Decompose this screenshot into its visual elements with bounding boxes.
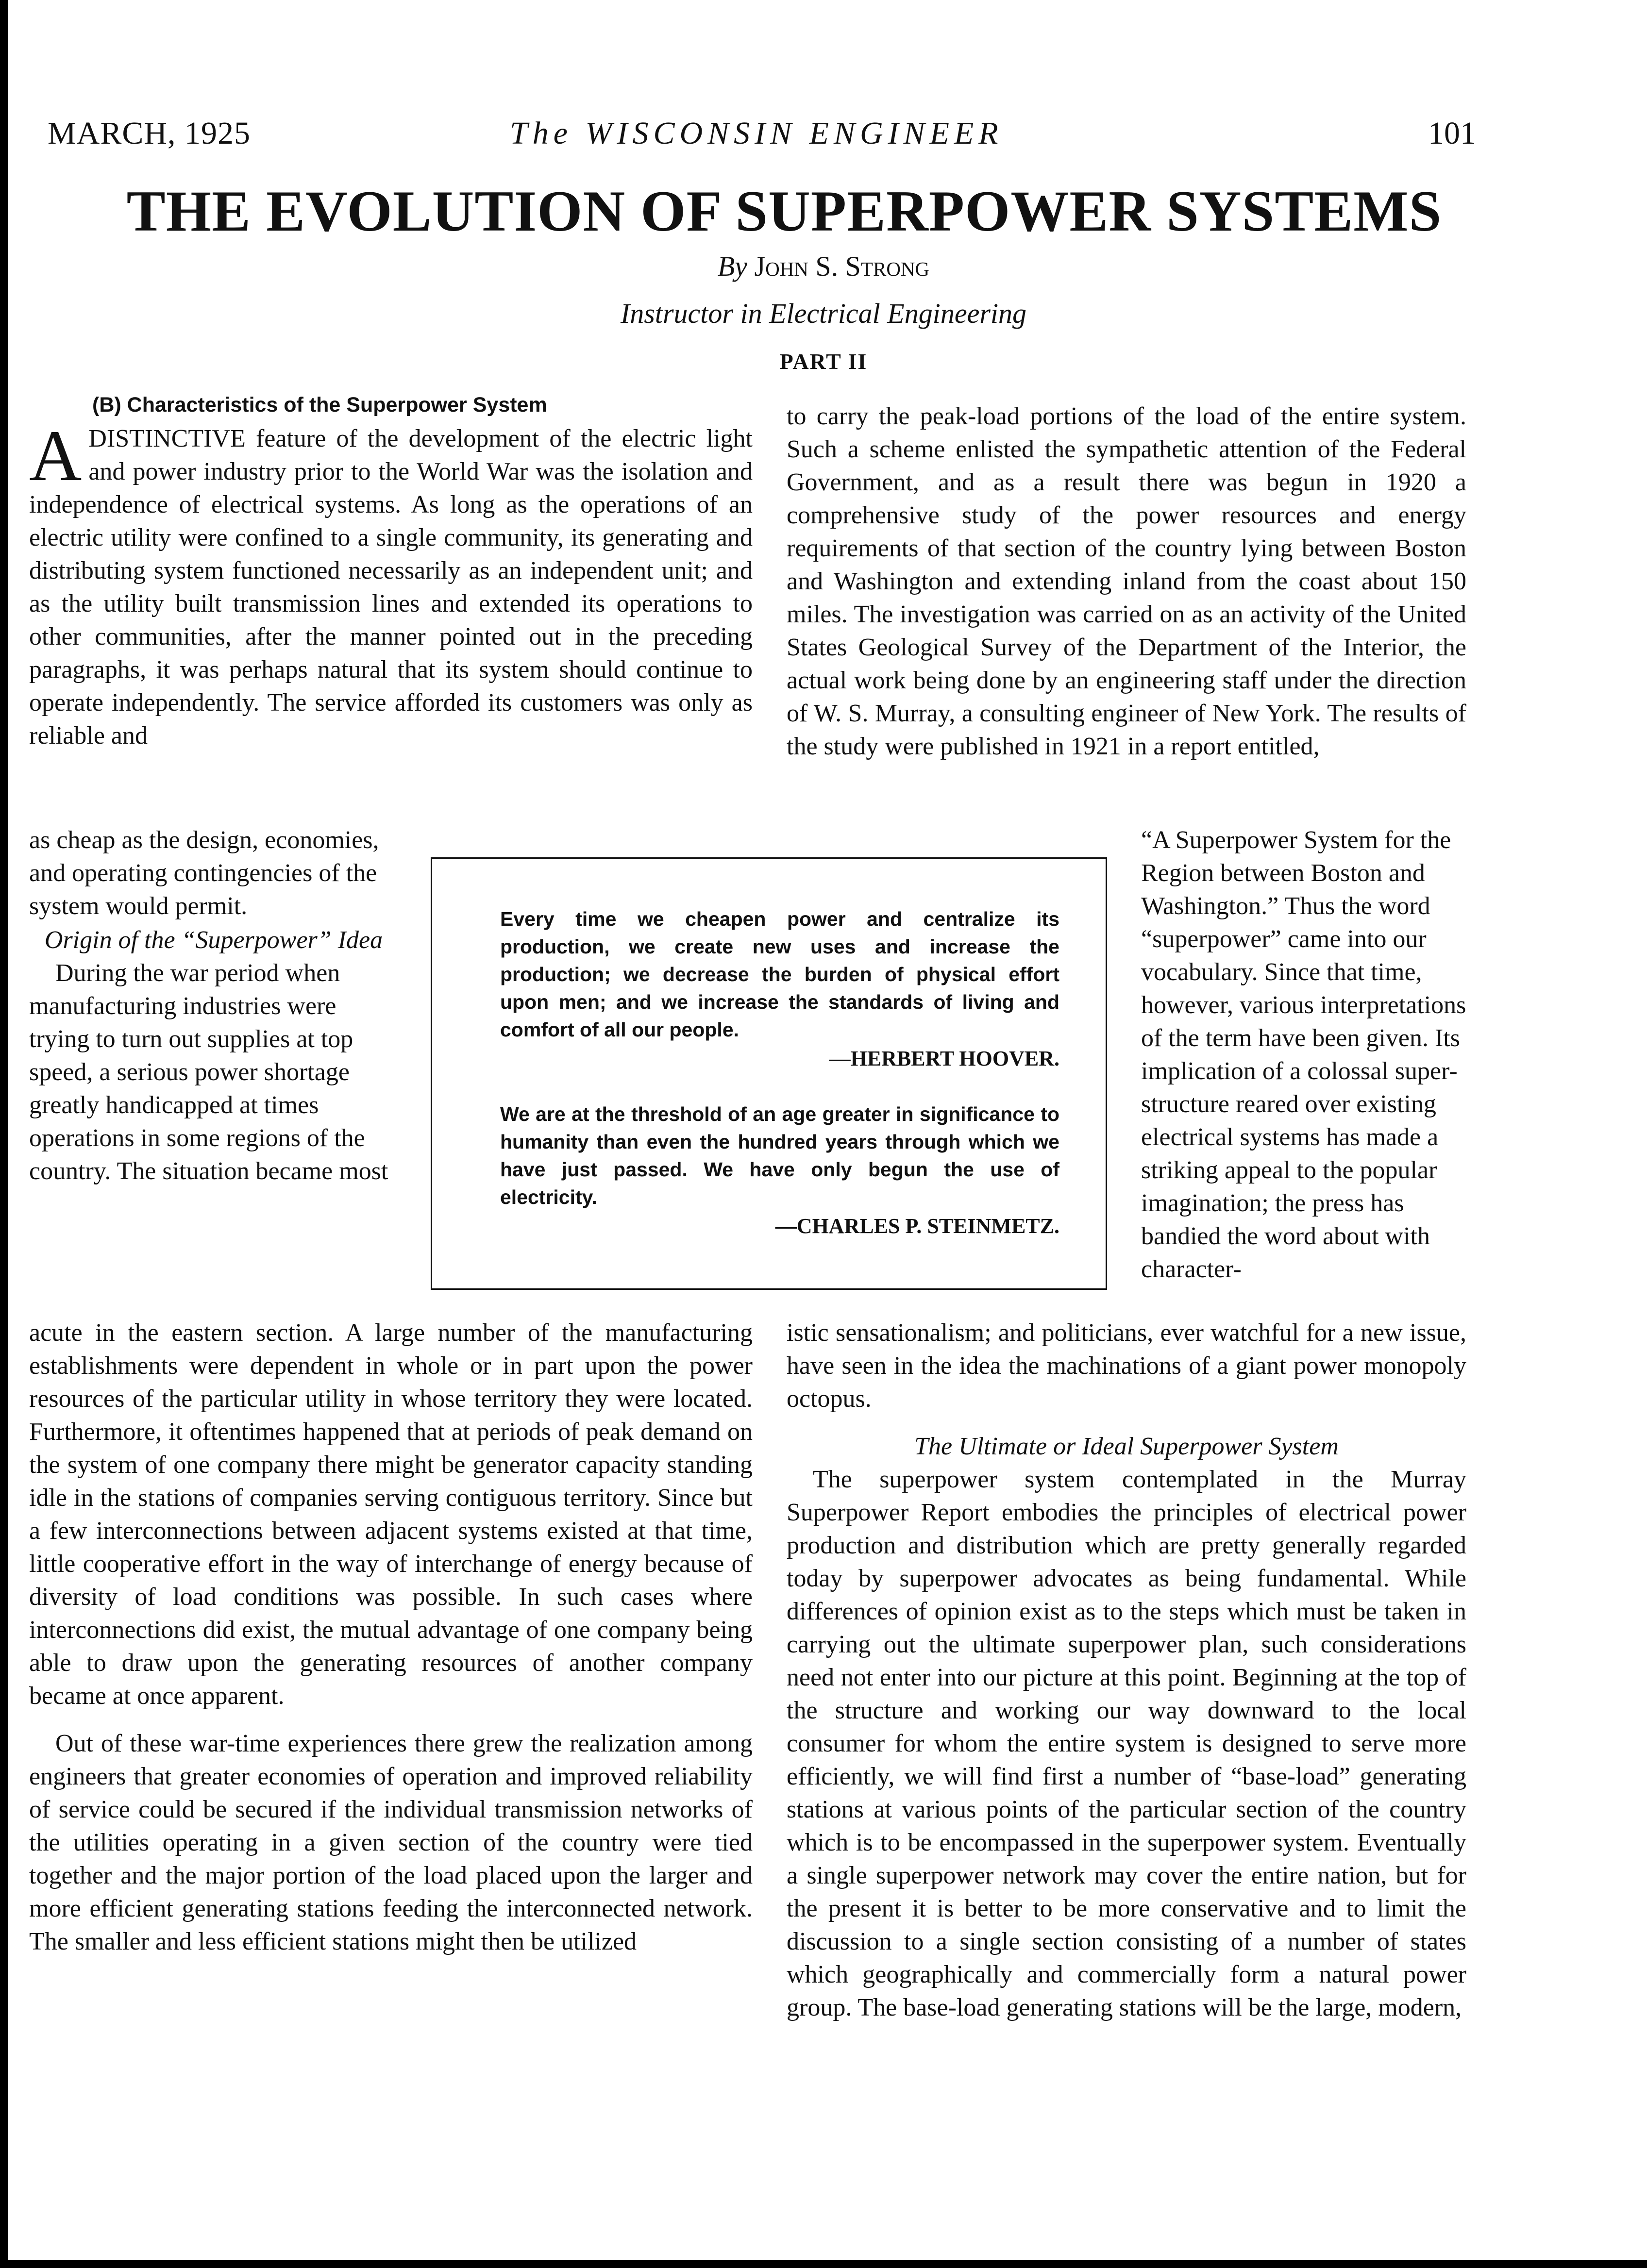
magazine-title: The WISCONSIN ENGINEER bbox=[510, 116, 1003, 151]
survey-paragraph-end: istic sensationalism; and politicians, ever watchful for a new issue, have seen in the idea the machinations of a giant power monopoly octopus. bbox=[787, 1319, 1466, 1413]
origin-paragraph: During the war period when manufacturing industries were trying to turn out supplies at top speed, a serious power shortage greatly handicapped at times operations in some regions of the country. The situation became most bbox=[29, 959, 388, 1185]
article-title: THE EVOLUTION OF SUPERPOWER SYSTEMS bbox=[126, 179, 1442, 243]
left-column-narrow bbox=[29, 824, 398, 1188]
lead-paragraph bbox=[29, 416, 753, 752]
section-subhead: (B) Characteristics of the Superpower System bbox=[92, 393, 547, 417]
steinmetz-quote: We are at the threshold of an age greater in significance to humanity than even the hundred years through which we have just passed. We have only begun the use of electricity. bbox=[500, 1103, 1059, 1208]
right-column-bottom bbox=[787, 1317, 1466, 2024]
page-number: 101 bbox=[1428, 116, 1476, 151]
steinmetz-attribution: —CHARLES P. STEINMETZ. bbox=[775, 1214, 1059, 1238]
survey-paragraph-cont: “A Superpower System for the Region between Boston and Washington.” Thus the word “superpower” came into our vocabulary. Since that time, however, various interpretations of the term have been given. Its implication of a colossal super-structure reared over existing electrical systems has made a striking appeal to the popular imagination; the press has bandied the word about with character- bbox=[1141, 826, 1466, 1283]
right-column-narrow bbox=[1141, 824, 1466, 1286]
scan-border-bottom bbox=[0, 2260, 1647, 2268]
part-label: PART II bbox=[779, 349, 868, 374]
quote-box bbox=[431, 857, 1107, 1290]
issue-date: MARCH, 1925 bbox=[48, 116, 251, 151]
lead-paragraph-text: DISTINCTIVE feature of the development of the electric light and power industry prior to the World War was the isolation and independence of electrical systems. As long as the operations of an electric utility were confined to a single community, its generating and distributing system functioned necessarily as an independent unit; and as the utility built transmission lines and extended its operations to other communities, after the manner pointed out in the preceding paragraphs, it was perhaps natural that its system should continue to operate independently. The service afforded its customers was only as reliable and bbox=[29, 425, 753, 750]
right-column-top bbox=[787, 400, 1466, 763]
hoover-attribution: —HERBERT HOOVER. bbox=[829, 1047, 1059, 1070]
author-affiliation: Instructor in Electrical Engineering bbox=[620, 298, 1026, 329]
ideal-system-subhead: The Ultimate or Ideal Superpower System bbox=[914, 1433, 1339, 1460]
byline bbox=[0, 250, 1647, 283]
left-column-top bbox=[29, 388, 753, 752]
wartime-paragraph: Out of these war-time experiences there grew the realization among engineers that greater economies of operation and improved reliability of service could be secured if the individual transmission networks of the utilities operating in a given section of the country were tied together and the major portion of the load placed upon the larger and more efficient generating stations feeding the interconnected network. The smaller and less efficient stations might then be utilized bbox=[29, 1730, 753, 1955]
scan-border-left bbox=[0, 0, 8, 2268]
lead-paragraph-cont: as cheap as the design, economies, and operating contingencies of the system would permit. bbox=[29, 826, 379, 920]
origin-subhead: Origin of the “Superpower” Idea bbox=[44, 926, 383, 954]
drop-cap: A bbox=[29, 416, 82, 496]
left-column-bottom bbox=[29, 1317, 753, 1958]
origin-paragraph-cont: acute in the eastern section. A large number of the manufacturing establishments were dependent in whole or in part upon the power resources of the particular utility in whose territory they were located. Furthermore, it oftentimes happened that at periods of peak demand on the system of one company there might be generator capacity standing idle in the stations of companies serving contiguous territory. Since but a few interconnections between adjacent systems existed at that time, little cooperative effort in the way of interchange of energy because of diversity of load conditions was possible. In such cases where interconnections did exist, the mutual advantage of one company being able to draw upon the generating resources of another company became at once apparent. bbox=[29, 1319, 753, 1710]
survey-paragraph: to carry the peak-load portions of the load of the entire system. Such a scheme enlisted the sympathetic attention of the Federal Government, and as a result there was begun in 1920 a comprehensive study of the power resources and energy requirements of that section of the country lying between Boston and Washington and extending inland from the coast about 150 miles. The investigation was carried on as an activity of the United States Geological Survey of the Department of the Interior, the actual work being done by an engineering staff under the direction of W. S. Murray, a consulting engineer of New York. The results of the study were published in 1921 in a report entitled, bbox=[787, 402, 1466, 760]
byline-by: By bbox=[717, 250, 748, 282]
author-name: John S. Strong bbox=[754, 250, 930, 282]
ideal-system-paragraph: The superpower system contemplated in the Murray Superpower Report embodies the principles of electrical power production and distribution which are pretty generally regarded today by superpower advocates as being fundamental. While differences of opinion exist as to the steps which must be taken in carrying out the ultimate superpower plan, such considerations need not enter into our picture at this point. Beginning at the top of the structure and working our way downward to the local consumer for whom the entire system is designed to serve more efficiently, we will find first a number of “base-load” generating stations at various points of the particular section of the country which is to be encompassed in the superpower system. Eventually a single superpower network may cover the entire nation, but for the present it is better to be more conservative and to limit the discussion to a single section consisting of a number of states which geographically and commercially form a natural power group. The base-load generating stations will be the large, modern, bbox=[787, 1466, 1466, 2021]
hoover-quote: Every time we cheapen power and centralize its production, we create new uses and increase the production; we decrease the burden of physical effort upon men; and we increase the standards of living and comfort of all our people. bbox=[500, 908, 1059, 1041]
